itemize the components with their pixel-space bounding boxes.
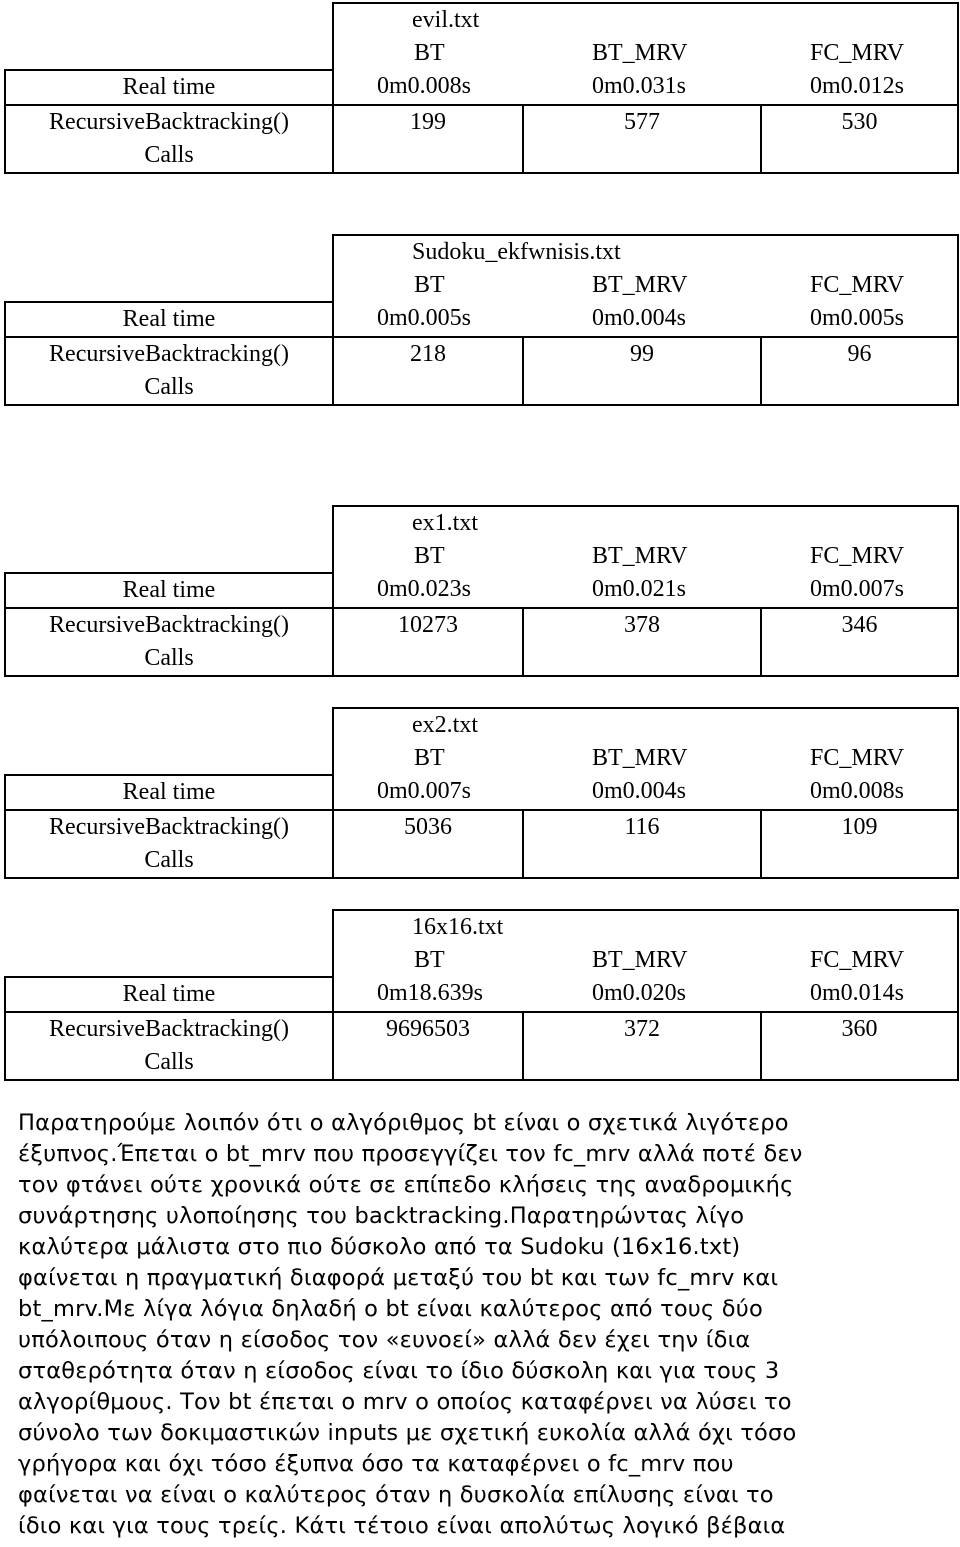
- real-time-label: Real time: [122, 981, 216, 1007]
- row-label-real-time: [5, 302, 333, 337]
- calls-label-line1: RecursiveBacktracking(): [49, 1016, 289, 1042]
- real-time-fc-mrv: 0m0.008s: [810, 778, 905, 804]
- calls-bt-cell: [333, 608, 523, 676]
- file-name-cell: [333, 235, 958, 269]
- row-label-calls: [5, 608, 333, 676]
- col-header-bt: BT: [414, 543, 445, 569]
- calls-bt-mrv-cell: [523, 608, 761, 676]
- calls-bt: 10273: [398, 612, 458, 638]
- column-header-row: [333, 944, 958, 977]
- conclusion-line: συνάρτησης υλοποίησης του backtracking.Παρατηρώντας λίγο: [18, 1203, 745, 1229]
- calls-bt-mrv-cell: [523, 337, 761, 405]
- calls-bt-cell: [333, 105, 523, 173]
- calls-label-line1: RecursiveBacktracking(): [49, 341, 289, 367]
- col-header-fc-mrv: FC_MRV: [810, 947, 905, 973]
- conclusion-line: καλύτερα μάλιστα στο πιο δύσκολο από τα Sudoku (16x16.txt): [18, 1234, 741, 1260]
- real-time-fc-mrv: 0m0.012s: [810, 73, 905, 99]
- calls-fc-mrv-cell: [761, 105, 958, 173]
- calls-bt: 199: [410, 109, 446, 135]
- calls-label-line2: Calls: [144, 645, 194, 671]
- calls-bt-mrv: 372: [624, 1016, 660, 1042]
- calls-fc-mrv: 530: [841, 109, 878, 135]
- calls-bt: 5036: [404, 814, 452, 840]
- conclusion-line: τον φτάνει ούτε χρονικά ούτε σε επίπεδο κλήσεις της αναδρομικής: [18, 1172, 794, 1198]
- col-header-fc-mrv: FC_MRV: [810, 272, 905, 298]
- row-label-real-time: [5, 70, 333, 105]
- conclusion-line: υπόλοιπους όταν η είσοδος τον «ευνοεί» αλλά δεν έχει την ίδια: [18, 1327, 751, 1353]
- row-label-real-time: [5, 977, 333, 1012]
- results-table: [4, 909, 959, 1081]
- calls-label-line1: RecursiveBacktracking(): [49, 814, 289, 840]
- calls-bt-mrv-cell: [523, 810, 761, 878]
- empty-corner-cell: [5, 910, 333, 977]
- calls-label-line2: Calls: [144, 1049, 194, 1075]
- row-label-real-time: [5, 573, 333, 608]
- real-time-fc-mrv: 0m0.005s: [810, 305, 905, 331]
- col-header-bt-mrv: BT_MRV: [592, 272, 688, 298]
- calls-bt-cell: [333, 1012, 523, 1080]
- real-time-bt: 0m0.008s: [377, 73, 472, 99]
- conclusion-line: σύνολο των δοκιμαστικών inputs με σχετική ευκολία αλλά όχι τόσο: [18, 1420, 797, 1446]
- conclusion-line: bt_mrv.Με λίγα λόγια δηλαδή ο bt είναι καλύτερος από τους δύο: [18, 1296, 763, 1322]
- calls-bt-mrv-cell: [523, 1012, 761, 1080]
- real-time-label: Real time: [122, 306, 216, 332]
- col-header-bt-mrv: BT_MRV: [592, 40, 688, 66]
- conclusion-line: γρήγορα και όχι τόσο έξυπνα όσο τα καταφέρνει ο fc_mrv που: [18, 1451, 734, 1477]
- calls-fc-mrv: 109: [841, 814, 878, 840]
- real-time-label: Real time: [122, 577, 216, 603]
- calls-label-line1: RecursiveBacktracking(): [49, 612, 289, 638]
- results-table: [4, 2, 959, 174]
- real-time-label: Real time: [122, 779, 216, 805]
- conclusion-line: σταθερότητα όταν η είσοδος είναι το ίδιο δύσκολη και για τους 3: [18, 1358, 780, 1384]
- calls-label-line2: Calls: [144, 847, 194, 873]
- calls-label-line2: Calls: [144, 374, 194, 400]
- real-time-values: [333, 775, 958, 810]
- real-time-bt: 0m18.639s: [377, 980, 484, 1006]
- file-name: 16x16.txt: [412, 914, 504, 940]
- empty-corner-cell: [5, 3, 333, 70]
- col-header-bt-mrv: BT_MRV: [592, 543, 688, 569]
- calls-label-line1: RecursiveBacktracking(): [49, 109, 289, 135]
- row-label-real-time: [5, 775, 333, 810]
- column-header-row: [333, 540, 958, 573]
- results-table: [4, 234, 959, 406]
- file-name: evil.txt: [412, 7, 480, 33]
- real-time-bt: 0m0.007s: [377, 778, 472, 804]
- row-label-calls: [5, 810, 333, 878]
- col-header-fc-mrv: FC_MRV: [810, 745, 905, 771]
- col-header-fc-mrv: FC_MRV: [810, 40, 905, 66]
- col-header-bt-mrv: BT_MRV: [592, 947, 688, 973]
- calls-bt-mrv: 116: [624, 814, 660, 840]
- calls-bt-cell: [333, 337, 523, 405]
- calls-bt: 218: [410, 341, 446, 367]
- empty-corner-cell: [5, 708, 333, 775]
- empty-corner-cell: [5, 235, 333, 302]
- row-label-calls: [5, 105, 333, 173]
- real-time-values: [333, 302, 958, 337]
- conclusion-paragraph: [18, 1108, 948, 1542]
- results-table: [4, 505, 959, 677]
- conclusion-line: φαίνεται η πραγματική διαφορά μεταξύ του bt και των fc_mrv και: [18, 1265, 779, 1291]
- col-header-bt: BT: [414, 947, 445, 973]
- file-name: ex2.txt: [412, 712, 478, 738]
- real-time-bt-mrv: 0m0.004s: [592, 305, 687, 331]
- real-time-fc-mrv: 0m0.007s: [810, 576, 905, 602]
- calls-label-line2: Calls: [144, 142, 194, 168]
- real-time-values: [333, 70, 958, 105]
- calls-bt-mrv: 99: [630, 341, 654, 367]
- empty-corner-cell: [5, 506, 333, 573]
- calls-fc-mrv: 360: [841, 1016, 878, 1042]
- row-label-calls: [5, 337, 333, 405]
- calls-fc-mrv-cell: [761, 810, 958, 878]
- col-header-bt-mrv: BT_MRV: [592, 745, 688, 771]
- conclusion-line: ίδιο και για τους τρείς. Κάτι τέτοιο είναι απολύτως λογικό βέβαια: [18, 1513, 786, 1539]
- column-header-row: [333, 269, 958, 302]
- real-time-bt-mrv: 0m0.031s: [592, 73, 687, 99]
- real-time-bt: 0m0.005s: [377, 305, 472, 331]
- col-header-fc-mrv: FC_MRV: [810, 543, 905, 569]
- calls-fc-mrv-cell: [761, 1012, 958, 1080]
- real-time-bt-mrv: 0m0.021s: [592, 576, 687, 602]
- calls-bt-mrv: 378: [624, 612, 660, 638]
- file-name-cell: [333, 3, 958, 37]
- real-time-fc-mrv: 0m0.014s: [810, 980, 905, 1006]
- calls-fc-mrv: 346: [841, 612, 878, 638]
- column-header-row: [333, 742, 958, 775]
- file-name-cell: [333, 506, 958, 540]
- real-time-bt: 0m0.023s: [377, 576, 472, 602]
- col-header-bt: BT: [414, 745, 445, 771]
- file-name: Sudoku_ekfwnisis.txt: [412, 239, 621, 265]
- conclusion-line: Παρατηρούμε λοιπόν ότι ο αλγόριθμος bt είναι ο σχετικά λιγότερο: [18, 1110, 789, 1136]
- column-header-row: [333, 37, 958, 70]
- file-name-cell: [333, 708, 958, 742]
- calls-fc-mrv-cell: [761, 337, 958, 405]
- conclusion-line: έξυπνος.Έπεται ο bt_mrv που προσεγγίζει τον fc_mrv αλλά ποτέ δεν: [18, 1141, 803, 1167]
- real-time-bt-mrv: 0m0.020s: [592, 980, 687, 1006]
- file-name: ex1.txt: [412, 510, 478, 536]
- col-header-bt: BT: [414, 40, 445, 66]
- conclusion-line: φαίνεται να είναι ο καλύτερος όταν η δυσκολία επίλυσης είναι το: [18, 1482, 774, 1508]
- results-table: [4, 707, 959, 879]
- calls-bt: 9696503: [386, 1016, 470, 1042]
- real-time-values: [333, 573, 958, 608]
- conclusion-line: αλγορίθμους. Τον bt έπεται ο mrv ο οποίος καταφέρνει να λύσει το: [18, 1389, 792, 1415]
- row-label-calls: [5, 1012, 333, 1080]
- file-name-cell: [333, 910, 958, 944]
- real-time-values: [333, 977, 958, 1012]
- col-header-bt: BT: [414, 272, 445, 298]
- calls-bt-mrv: 577: [624, 109, 660, 135]
- calls-fc-mrv-cell: [761, 608, 958, 676]
- real-time-bt-mrv: 0m0.004s: [592, 778, 687, 804]
- calls-bt-cell: [333, 810, 523, 878]
- calls-fc-mrv: 96: [847, 341, 872, 367]
- real-time-label: Real time: [122, 74, 216, 100]
- calls-bt-mrv-cell: [523, 105, 761, 173]
